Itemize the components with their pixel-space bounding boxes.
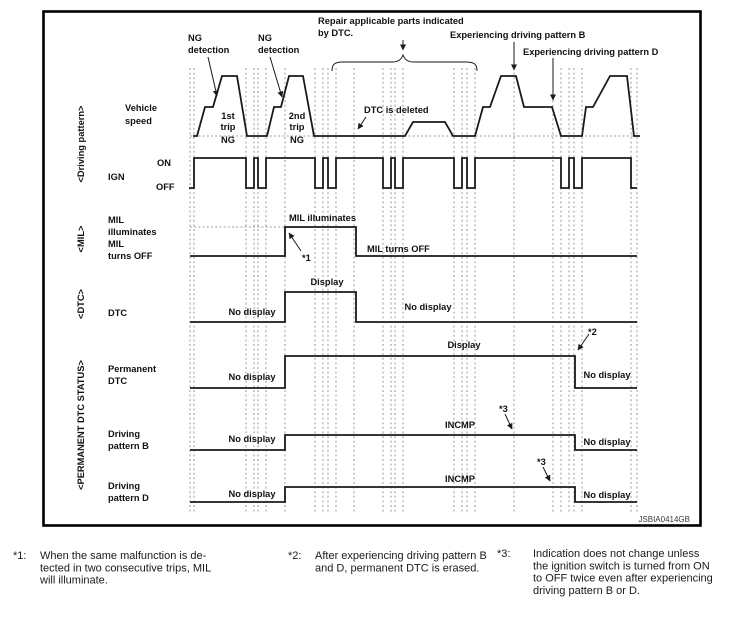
mil-label-line3: MIL — [108, 239, 125, 249]
ref3-marker-d: *3 — [537, 457, 546, 467]
pattern-d-label-line1: Driving — [108, 481, 141, 491]
vehicle-speed-label-line2: speed — [125, 116, 152, 126]
ign-trace — [189, 158, 637, 188]
ng2-label-line2: detection — [258, 45, 300, 55]
ng1-arrow — [208, 57, 217, 96]
repair-label-line2: by DTC. — [318, 28, 354, 38]
ign-on-label: ON — [157, 158, 171, 168]
permanent-no-display-right: No display — [583, 370, 631, 380]
dtc-no-display-left: No display — [228, 307, 276, 317]
footnote1-line1: When the same malfunction is de- — [40, 550, 207, 562]
repair-label-line1: Repair applicable parts indicated — [318, 16, 464, 26]
mil-label-line4: turns OFF — [108, 251, 153, 261]
pattern-d-incmp-label: INCMP — [445, 474, 475, 484]
group-mil-label: <MIL> — [76, 225, 86, 253]
pattern-b-label-line1: Driving — [108, 429, 141, 439]
footnote3-line4: driving pattern B or D. — [533, 584, 640, 597]
footnote2-line2: and D, permanent DTC is erased. — [315, 562, 480, 575]
footnote3-line1: Indication does not change unless — [533, 548, 700, 560]
permanent-dtc-label-line2: DTC — [108, 376, 128, 386]
trip1-line1: 1st — [221, 111, 235, 121]
trip1-line3: NG — [221, 135, 235, 145]
ng2-label-line1: NG — [258, 33, 272, 43]
mil-label-line1: MIL — [108, 215, 125, 225]
pattern-d-no-display-right: No display — [583, 490, 631, 500]
ng2-arrow — [270, 57, 282, 97]
ref3-marker-b: *3 — [499, 404, 508, 414]
experiencing-pattern-b-label: Experiencing driving pattern B — [450, 30, 586, 40]
footnote1-line3: will illuminate. — [40, 574, 108, 587]
dashed-gridlines — [190, 68, 637, 512]
dtc-deleted-label: DTC is deleted — [364, 105, 429, 115]
group-permanent-dtc-status-label: <PERMANENT DTC STATUS> — [76, 360, 86, 490]
permanent-display-label: Display — [447, 340, 481, 350]
trip1-line2: trip — [220, 122, 236, 132]
ref3-b-arrow — [505, 414, 512, 429]
mil-turns-off-label: MIL turns OFF — [367, 244, 430, 254]
ign-off-label: OFF — [156, 182, 175, 192]
footnote1-ref: *1: — [13, 550, 27, 562]
dtc-no-display-right: No display — [404, 302, 452, 312]
pattern-b-label-line2: pattern B — [108, 441, 149, 451]
footnote2-line1: After experiencing driving pattern B — [315, 550, 487, 562]
trip2-line1: 2nd — [288, 111, 306, 121]
group-driving-pattern-label: <Driving pattern> — [76, 105, 86, 183]
footnote1-line2: tected in two consecutive trips, MIL — [40, 562, 212, 575]
pattern-b-no-display-right: No display — [583, 437, 631, 447]
dtc-deleted-arrow — [358, 117, 366, 129]
footnote3-line3: to OFF twice even after experiencing — [533, 572, 713, 585]
ref3-d-arrow — [543, 467, 550, 481]
vehicle-speed-label-line1: Vehicle — [125, 103, 158, 113]
ign-label: IGN — [108, 172, 125, 182]
ng1-label-line2: detection — [188, 45, 230, 55]
pattern-b-no-display-left: No display — [228, 434, 276, 444]
footnote3-ref: *3: — [497, 548, 511, 560]
group-dtc-label: <DTC> — [76, 289, 86, 319]
pattern-d-label-line2: pattern D — [108, 493, 149, 503]
dtc-display-label: Display — [310, 277, 344, 287]
pattern-b-incmp-label: INCMP — [445, 420, 475, 430]
pattern-d-no-display-left: No display — [228, 489, 276, 499]
figure-code: JSBIA0414GB — [638, 515, 690, 524]
footnote3-line2: the ignition switch is turned from ON — [533, 560, 710, 573]
dtc-row-label: DTC — [108, 308, 128, 318]
footnote2-ref: *2: — [288, 550, 302, 562]
mil-label-line2: illuminates — [108, 227, 157, 237]
ref1-marker: *1 — [302, 253, 311, 263]
mil-illuminates-label: MIL illuminates — [289, 213, 356, 223]
ng1-label-line1: NG — [188, 33, 202, 43]
ref2-marker: *2 — [588, 327, 597, 337]
trip2-line3: NG — [290, 135, 304, 145]
ref1-arrow — [289, 233, 301, 251]
permanent-dtc-label-line1: Permanent — [108, 364, 157, 374]
experiencing-pattern-d-label: Experiencing driving pattern D — [523, 47, 659, 57]
permanent-no-display-left: No display — [228, 372, 276, 382]
trip2-line2: trip — [289, 122, 305, 132]
